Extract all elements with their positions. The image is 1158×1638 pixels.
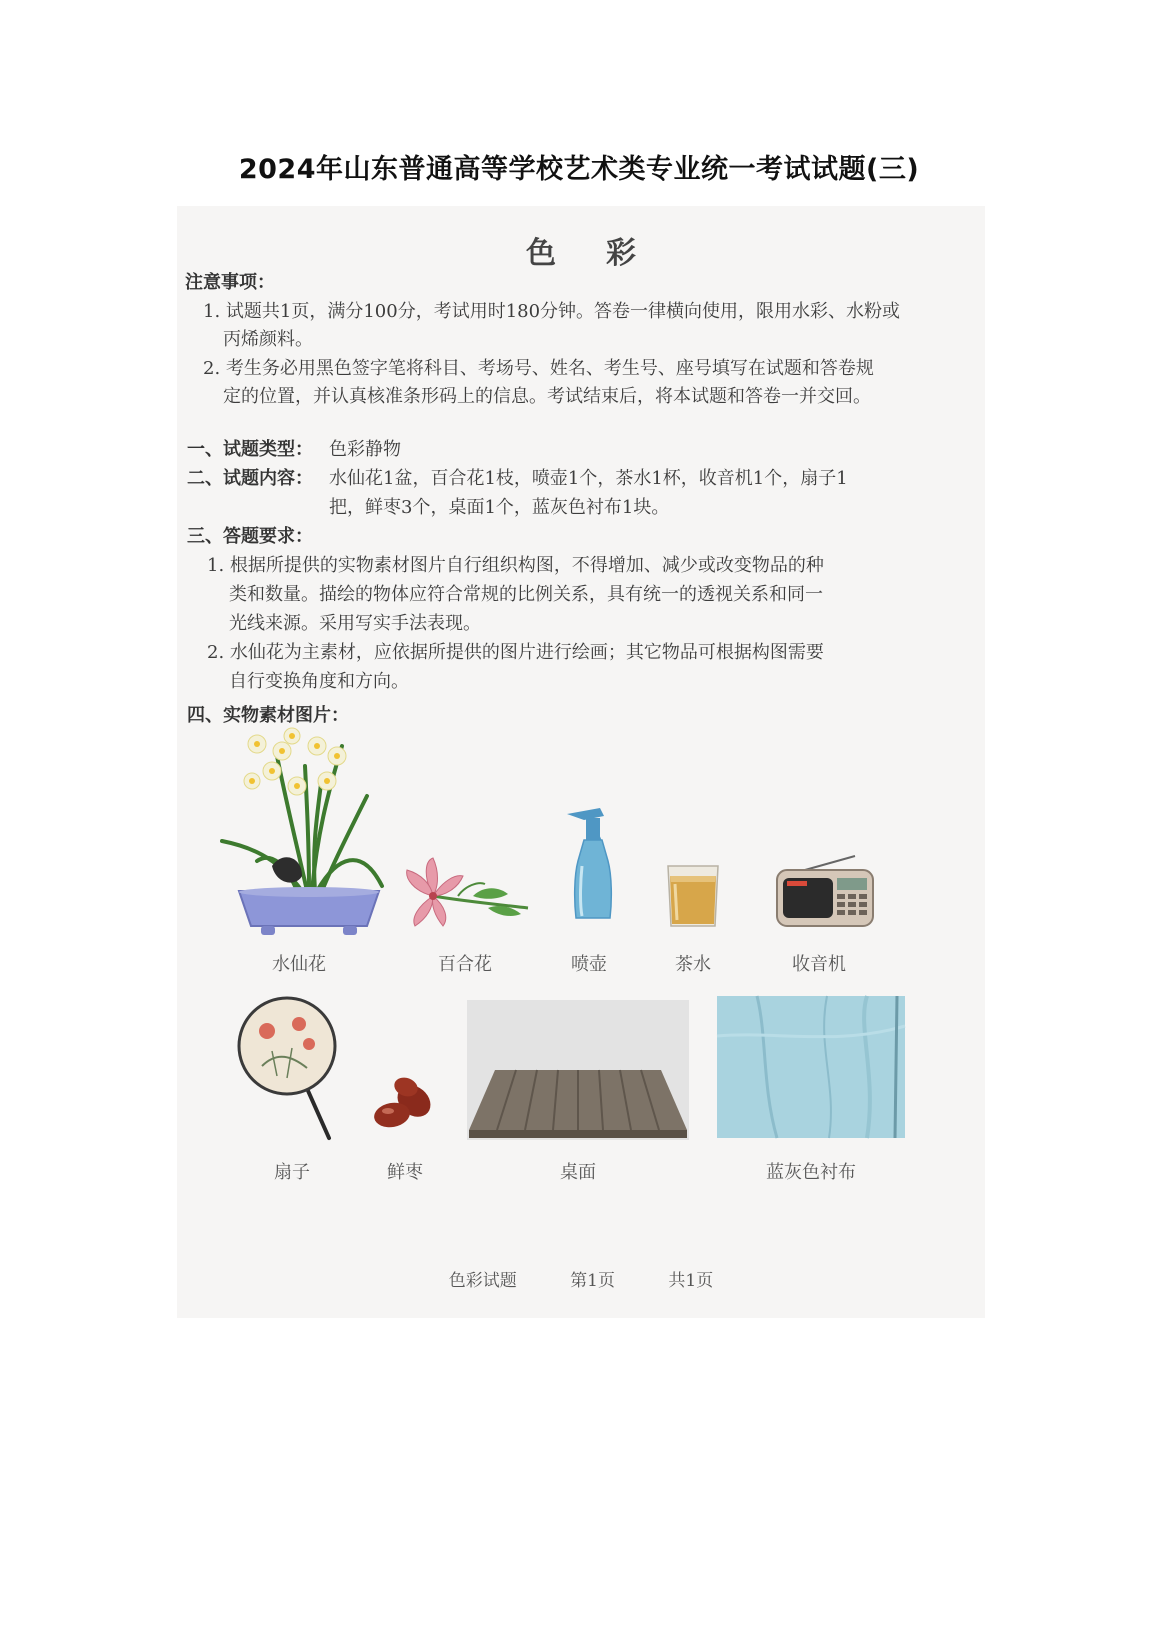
note-2-line-2: 定的位置，并认真核准条形码上的信息。考试结束后，将本试题和答卷一并交回。 [223, 386, 871, 407]
section-1-text: 色彩静物 [329, 439, 401, 460]
requirement-1-line-2: 类和数量。描绘的物体应符合常规的比例关系，具有统一的透视关系和同一 [229, 584, 823, 605]
document-title: 2024年山东普通高等学校艺术类专业统一考试试题(三) [238, 154, 920, 185]
requirement-1-line-1: 1. 根据所提供的实物素材图片自行组织构图，不得增加、减少或改变物品的种 [207, 555, 824, 576]
caption-fan: 扇子 [274, 1162, 310, 1183]
note-1-line-2: 丙烯颜料。 [223, 329, 313, 350]
dates-image [372, 1071, 442, 1131]
requirement-2-line-1: 2. 水仙花为主素材，应依据所提供的图片进行绘画；其它物品可根据构图需要 [207, 642, 824, 663]
sprayer-image [562, 806, 622, 926]
requirement-1-line-3: 光线来源。采用写实手法表现。 [229, 613, 481, 634]
lily-image [403, 856, 533, 931]
cloth-image [717, 996, 905, 1138]
note-2-line-1: 2. 考生务必用黑色签字笔将科目、考场号、姓名、考生号、座号填写在试题和答卷规 [203, 358, 874, 379]
exam-sheet [177, 206, 985, 1318]
requirement-2-line-2: 自行变换角度和方向。 [229, 671, 409, 692]
section-4-label: 四、实物素材图片： [187, 705, 349, 726]
section-3-label: 三、答题要求： [187, 526, 313, 547]
caption-sprayer: 喷壶 [571, 954, 607, 975]
fan-image [237, 996, 347, 1141]
narcissus-image [217, 726, 397, 941]
caption-narcissus: 水仙花 [272, 954, 326, 975]
caption-lily: 百合花 [438, 954, 492, 975]
subject-heading: 色彩 [526, 236, 686, 271]
section-2-label: 二、试题内容： [187, 468, 313, 489]
radio-image [775, 856, 875, 928]
caption-tea: 茶水 [675, 954, 711, 975]
caption-dates: 鲜枣 [387, 1162, 423, 1183]
caption-tabletop: 桌面 [560, 1162, 596, 1183]
page-footer [177, 1266, 985, 1291]
note-1-line-1: 1. 试题共1页，满分100分，考试用时180分钟。答卷一律横向使用，限用水彩、水粉或 [203, 301, 901, 322]
tea-image [665, 864, 721, 928]
notes-heading: 注意事项： [185, 272, 275, 293]
caption-radio: 收音机 [792, 954, 846, 975]
tabletop-image [467, 1000, 689, 1140]
footer-page-number: 第1页 [570, 1271, 615, 1291]
footer-page-total: 共1页 [668, 1271, 714, 1291]
section-2-line-2: 把，鲜枣3个，桌面1个，蓝灰色衬布1块。 [329, 497, 670, 518]
section-1-label: 一、试题类型： [187, 439, 313, 460]
footer-exam-name: 色彩试题 [448, 1271, 517, 1291]
section-2-line-1: 水仙花1盆，百合花1枝，喷壶1个，茶水1杯，收音机1个，扇子1 [329, 468, 848, 489]
caption-cloth: 蓝灰色衬布 [766, 1162, 856, 1183]
